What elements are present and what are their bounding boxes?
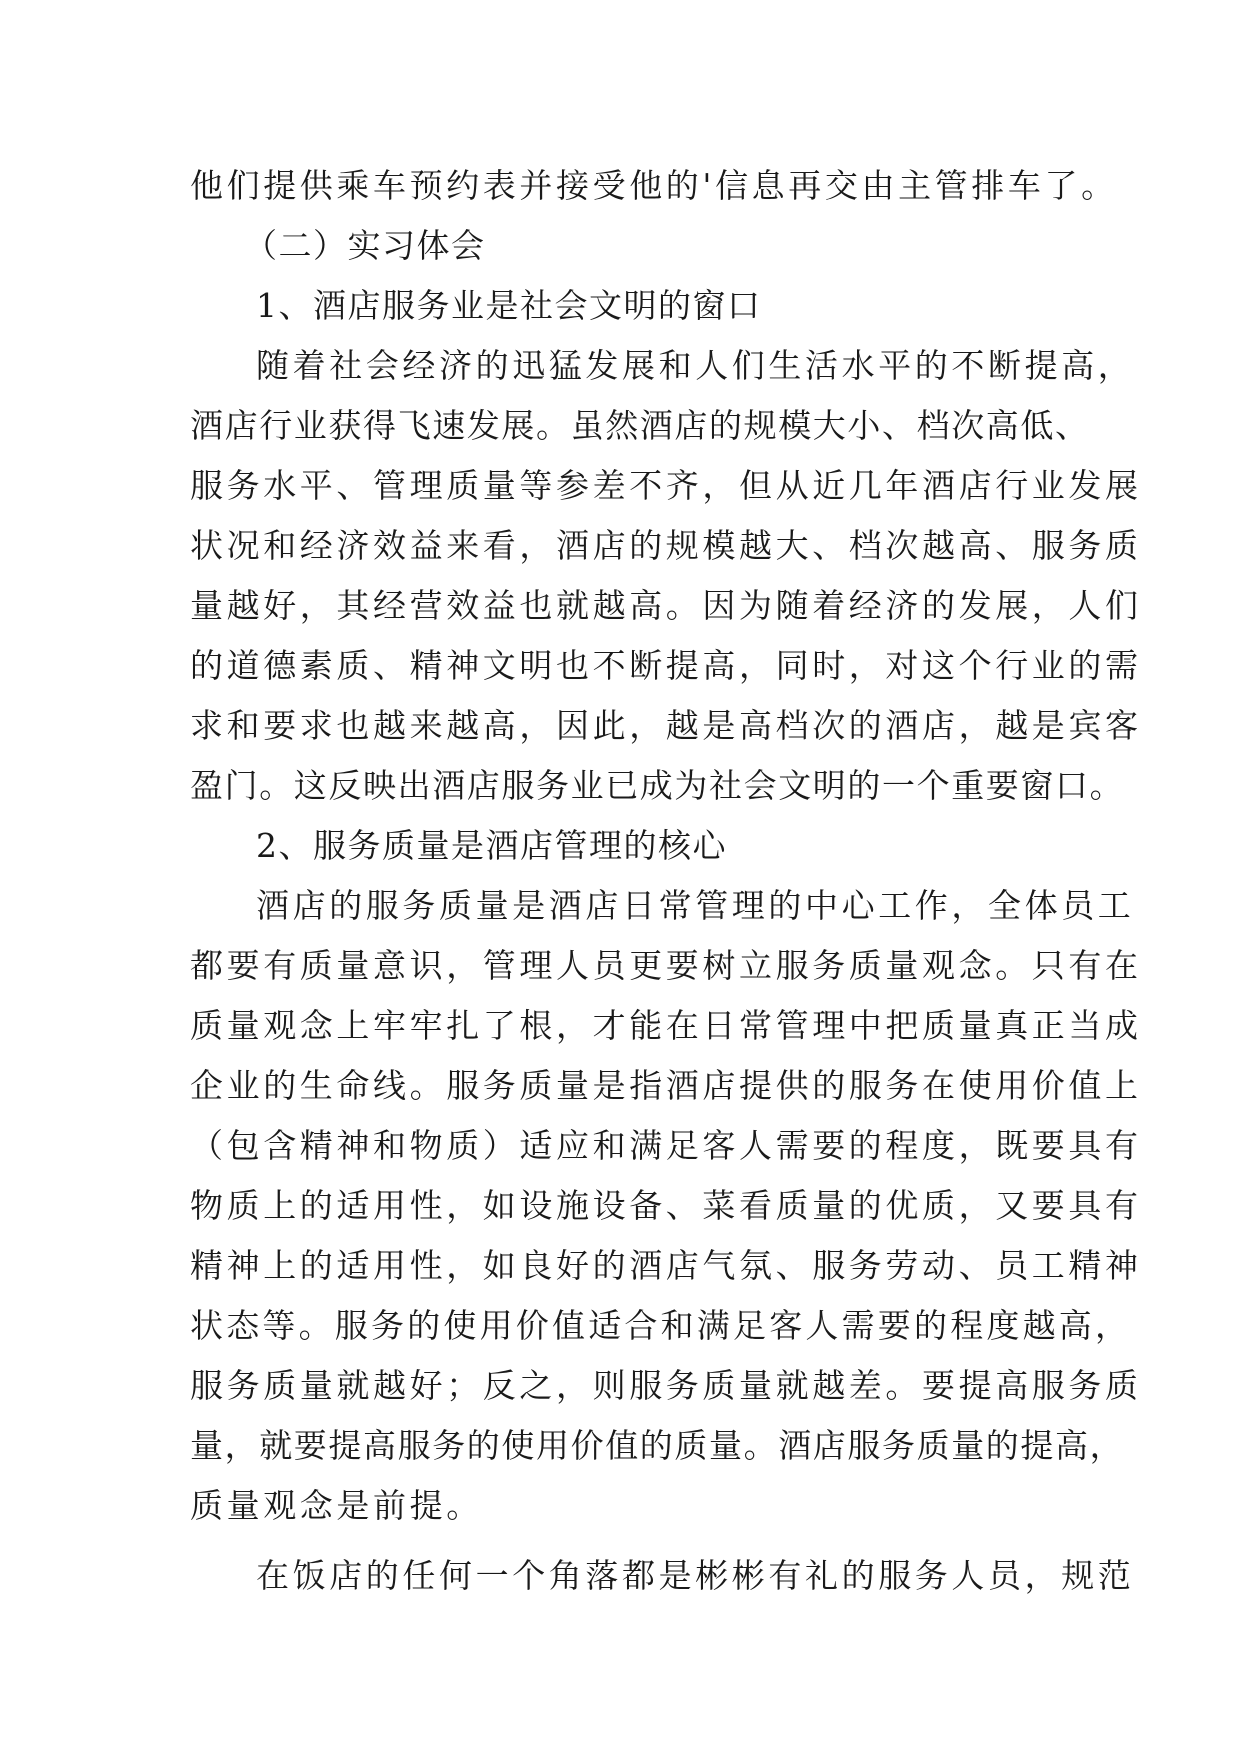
paragraph-line: 状态等。服务的使用价值适合和满足客人需要的程度越高， (190, 1306, 1132, 1345)
paragraph-line: 精神上的适用性，如良好的酒店气氛、服务劳动、员工精神 (190, 1246, 1142, 1285)
subsection-heading: 2、服务质量是酒店管理的核心 (256, 826, 727, 865)
paragraph-line: 质量观念上牢牢扎了根，才能在日常管理中把质量真正当成 (190, 1006, 1142, 1045)
paragraph-line: 企业的生命线。服务质量是指酒店提供的服务在使用价值上 (190, 1066, 1142, 1105)
paragraph-line: 在饭店的任何一个角落都是彬彬有礼的服务人员，规范 (256, 1556, 1135, 1595)
section-heading: （二）实习体会 (244, 226, 486, 265)
paragraph-line: 质量观念是前提。 (190, 1486, 483, 1525)
paragraph-line: 酒店行业获得飞速发展。虽然酒店的规模大小、档次高低、 (190, 406, 1090, 445)
paragraph-line: 求和要求也越来越高，因此，越是高档次的酒店，越是宾客 (190, 706, 1142, 745)
paragraph-line: 都要有质量意识，管理人员更要树立服务质量观念。只有在 (190, 946, 1142, 985)
paragraph-line: 他们提供乘车预约表并接受他的'信息再交由主管排车了。 (190, 166, 1118, 205)
paragraph-line: 量，就要提高服务的使用价值的质量。酒店服务质量的提高， (190, 1426, 1125, 1465)
paragraph-line: 物质上的适用性，如设施设备、菜看质量的优质，又要具有 (190, 1186, 1142, 1225)
paragraph-line: 的道德素质、精神文明也不断提高，同时，对这个行业的需 (190, 646, 1142, 685)
paragraph-line: 盈门。这反映出酒店服务业已成为社会文明的一个重要窗口。 (190, 766, 1125, 805)
subsection-heading: 1、酒店服务业是社会文明的窗口 (256, 286, 762, 325)
paragraph-line: 量越好，其经营效益也就越高。因为随着经济的发展，人们 (190, 586, 1142, 625)
paragraph-line: 酒店的服务质量是酒店日常管理的中心工作，全体员工 (256, 886, 1135, 925)
paragraph-line: 随着社会经济的迅猛发展和人们生活水平的不断提高， (256, 346, 1135, 385)
paragraph-line: （包含精神和物质）适应和满足客人需要的程度，既要具有 (190, 1126, 1142, 1165)
paragraph-line: 状况和经济效益来看，酒店的规模越大、档次越高、服务质 (190, 526, 1142, 565)
paragraph-line: 服务水平、管理质量等参差不齐，但从近几年酒店行业发展 (190, 466, 1142, 505)
paragraph-line: 服务质量就越好；反之，则服务质量就越差。要提高服务质 (190, 1366, 1142, 1405)
